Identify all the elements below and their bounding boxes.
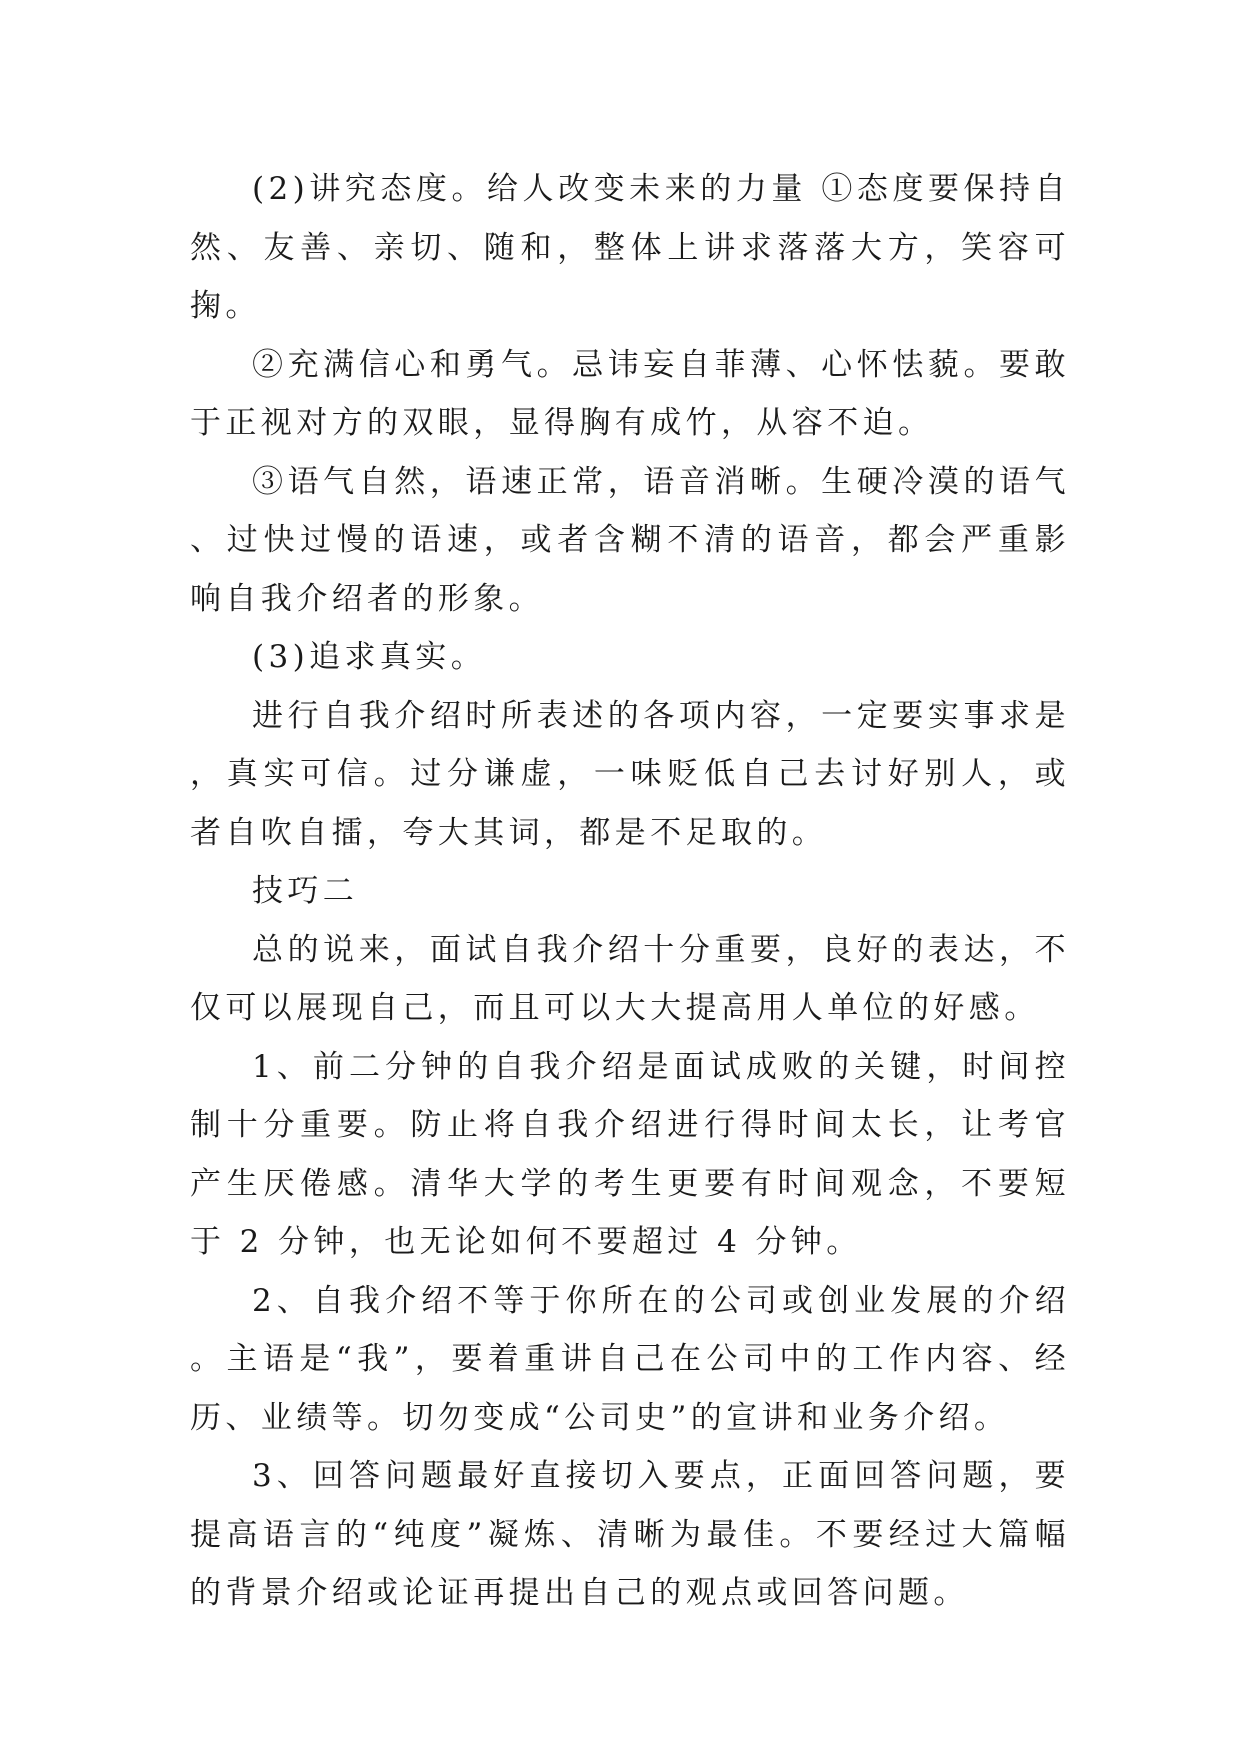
paragraph-tone: ③语气自然，语速正常，语音消晰。生硬冷漠的语气、过快过慢的语速，或者含糊不清的语音，都会严重影响自我介绍者的形象。 xyxy=(190,463,1070,617)
paragraph-point-3: 3、回答问题最好直接切入要点，正面回答问题，要提高语言的“纯度”凝炼、清晰为最佳。不要经过大篇幅的背景介绍或论证再提出自己的观点或回答问题。 xyxy=(190,1458,1070,1611)
paragraph-truth-heading: (3)追求真实。 xyxy=(252,639,487,675)
paragraph-confidence: ②充满信心和勇气。忌讳妄自菲薄、心怀怯藐。要敢于正视对方的双眼，显得胸有成竹，从容不迫。 xyxy=(190,346,1070,441)
paragraph-truth: 进行自我介绍时所表述的各项内容，一定要实事求是，真实可信。过分谦虚，一味贬低自己去讨好别人，或者自吹自擂，夸大其词，都是不足取的。 xyxy=(190,697,1070,851)
paragraph-summary: 总的说来，面试自我介绍十分重要，良好的表达，不仅可以展现自己，而且可以大大提高用人单位的好感。 xyxy=(190,931,1070,1026)
document-body xyxy=(190,160,1070,1623)
paragraph-attitude: (2)讲究态度。给人改变未来的力量 ①态度要保持自然、友善、亲切、随和，整体上讲求落落大方，笑容可掬。 xyxy=(190,171,1070,324)
paragraph-point-1: 1、前二分钟的自我介绍是面试成败的关键，时间控制十分重要。防止将自我介绍进行得时间太长，让考官产生厌倦感。清华大学的考生更要有时间观念，不要短于 2 分钟，也无论如何不要超过 4 分钟。 xyxy=(190,1048,1070,1260)
paragraph-point-2: 2、自我介绍不等于你所在的公司或创业发展的介绍。主语是“我”，要着重讲自己在公司中的工作内容、经历、业绩等。切勿变成“公司史”的宣讲和业务介绍。 xyxy=(190,1282,1070,1436)
section-heading-tip-two: 技巧二 xyxy=(252,873,359,909)
